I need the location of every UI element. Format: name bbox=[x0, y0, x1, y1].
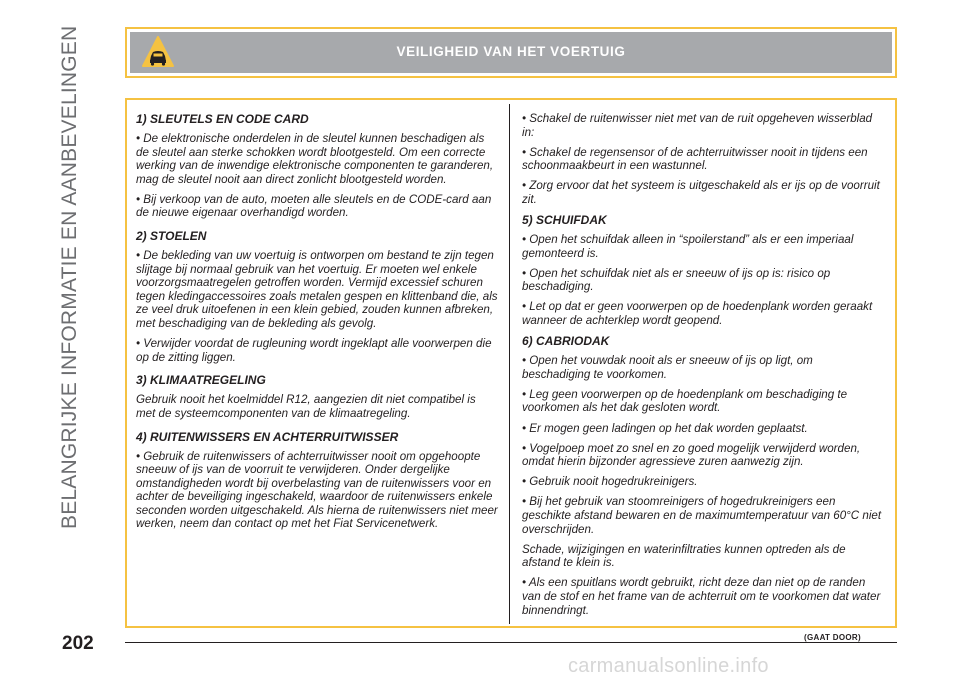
paragraph: Schade, wijzigingen en waterinfiltraties kunnen optreden als de afstand te klein is. bbox=[522, 542, 846, 570]
paragraph: • Bij verkoop van de auto, moeten alle sleutels en de CODE-card aan de nieuwe eigenaar overhandigd worden. bbox=[136, 192, 492, 220]
section-header-band bbox=[130, 32, 892, 73]
heading-sleutels: 1) SLEUTELS EN CODE CARD bbox=[136, 112, 309, 126]
continued-label: (GAAT DOOR) bbox=[804, 633, 861, 642]
right-column bbox=[522, 112, 884, 624]
paragraph: • De bekleding van uw voertuig is ontworpen om bestand te zijn tegen slijtage bij normaal gebruik van het voertuig. Er moeten wel enkele voorzorgsmaatregelen getroffen worden. Vermijd excessief schuren tegen kledingaccessoires zoals metalen gespen en klittenband die, als ze veel druk uitoefenen in een klein gebied, zouden kunnen afbreken, met beschadiging van de bekleding als gevolg. bbox=[136, 249, 498, 331]
paragraph: • Schakel de ruitenwisser niet met van de ruit opgeheven wisserblad in: bbox=[522, 112, 873, 139]
paragraph: • Bij het gebruik van stoomreinigers of hogedrukreinigers een geschikte afstand bewaren en de maximumtemperatuur van 60°C niet overschrijden. bbox=[522, 495, 882, 536]
paragraph: • Als een spuitlans wordt gebruikt, richt deze dan niet op de randen van de stof en het frame van de achterruit om te voorkomen dat water binnendringt. bbox=[522, 576, 881, 617]
paragraph: • De elektronische onderdelen in de sleutel kunnen beschadigen als de sleutel aan sterke schokken wordt blootgesteld. Om een correcte werking van de inwendige elektronische componenten te garanderen, mag de sleutel nooit aan direct zonlicht blootgesteld worden. bbox=[136, 132, 494, 186]
paragraph: • Leg geen voorwerpen op de hoedenplank om beschadiging te voorkomen als het dak gesloten wordt. bbox=[522, 387, 848, 415]
column-divider bbox=[509, 104, 510, 624]
side-section-title: BELANGRIJKE INFORMATIE EN AANBEVELINGEN bbox=[58, 25, 81, 529]
section-header bbox=[125, 27, 897, 78]
paragraph: • Vogelpoep moet zo snel en zo goed mogelijk verwijderd worden, omdat hierin bijzonder agressieve zuren aanwezig zijn. bbox=[522, 441, 861, 469]
paragraph: • Schakel de regensensor of de achterruitwisser nooit in tijdens een schoonmaakbeurt in een wastunnel. bbox=[522, 145, 868, 173]
paragraph: • Open het schuifdak niet als er sneeuw of ijs op is: risico op beschadiging. bbox=[522, 266, 831, 294]
paragraph: • Gebruik nooit hogedrukreinigers. bbox=[522, 475, 698, 489]
left-column bbox=[136, 112, 498, 538]
paragraph: • Open het vouwdak nooit als er sneeuw of ijs op ligt, om beschadiging te voorkomen. bbox=[522, 354, 813, 381]
paragraph: • Gebruik de ruitenwissers of achterruitwisser nooit om opgehoopte sneeuw of ijs van de voorruit te verwijderen. Onder dergelijke omstandigheden wordt bij overbelasting van de ruitenwissers voor en achter de beveiliging ingeschakeld, waardoor de ruitenwissers enkele seconden worden uitgeschakeld. Als hierna de ruitenwissers niet meer werken, neem dan contact op met het Fiat Servicenetwerk. bbox=[136, 449, 498, 531]
footer-rule bbox=[125, 642, 897, 643]
paragraph: • Verwijder voordat de rugleuning wordt ingeklapt alle voorwerpen die op de zitting liggen. bbox=[136, 337, 492, 364]
heading-cabriodak: 6) CABRIODAK bbox=[522, 334, 610, 349]
watermark: carmanualsonline.info bbox=[568, 655, 769, 677]
paragraph: • Er mogen geen ladingen op het dak worden geplaatst. bbox=[522, 421, 808, 435]
heading-ruitenwissers: 4) RUITENWISSERS EN ACHTERRUITWISSER bbox=[136, 429, 399, 444]
paragraph: Gebruik nooit het koelmiddel R12, aangezien dit niet compatibel is met de systeemcomponenten van de klimaatregeling. bbox=[136, 393, 476, 420]
paragraph: • Let op dat er geen voorwerpen op de hoedenplank worden geraakt wanneer de achterklep wordt geopend. bbox=[522, 300, 873, 328]
section-title: VEILIGHEID VAN HET VOERTUIG bbox=[396, 44, 626, 59]
paragraph: • Open het schuifdak alleen in “spoilerstand” als er een imperiaal gemonteerd is. bbox=[522, 233, 854, 260]
page-number: 202 bbox=[62, 633, 94, 654]
paragraph: • Zorg ervoor dat het systeem is uitgeschakeld als er ijs op de voorruit zit. bbox=[522, 179, 880, 206]
heading-stoelen: 2) STOELEN bbox=[136, 229, 207, 244]
heading-schuifdak: 5) SCHUIFDAK bbox=[522, 213, 607, 228]
heading-klimaatregeling: 3) KLIMAATREGELING bbox=[136, 373, 266, 388]
